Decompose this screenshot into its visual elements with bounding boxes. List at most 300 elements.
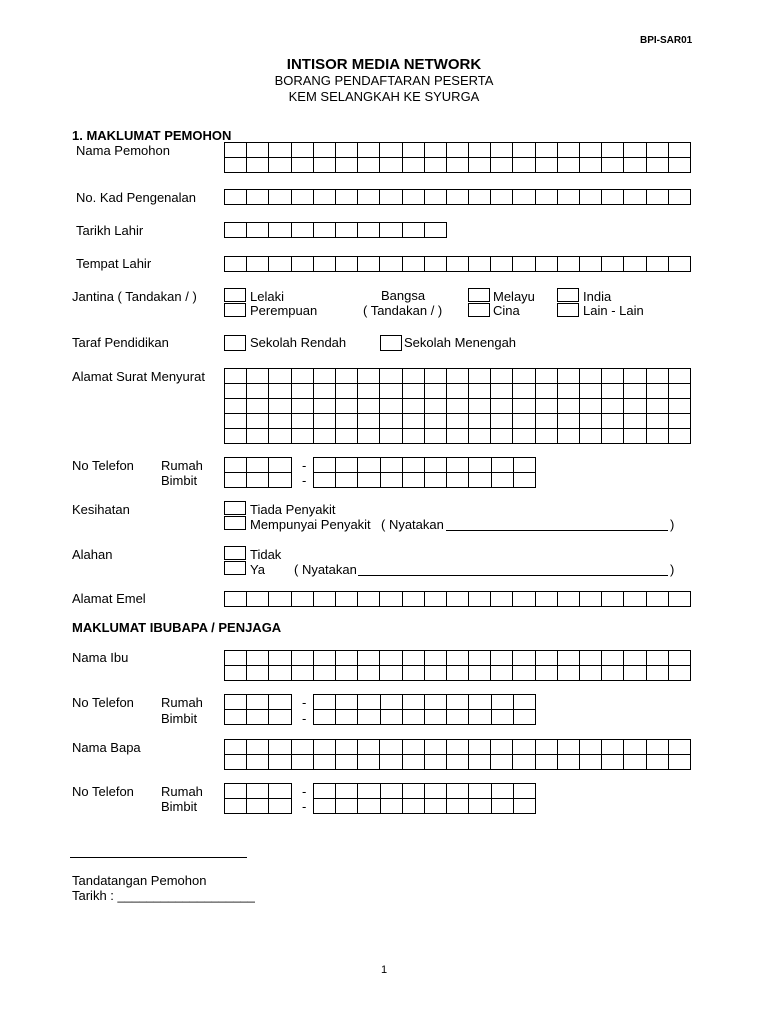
letter-box[interactable] xyxy=(602,414,624,429)
letter-box[interactable] xyxy=(269,710,291,725)
letter-box[interactable] xyxy=(513,666,535,681)
letter-box[interactable] xyxy=(447,740,469,755)
letter-box[interactable] xyxy=(403,223,425,238)
letter-box[interactable] xyxy=(647,414,669,429)
letter-box[interactable] xyxy=(491,384,513,399)
letter-box[interactable] xyxy=(669,414,691,429)
letter-box[interactable] xyxy=(292,414,314,429)
letter-box[interactable] xyxy=(647,429,669,444)
letter-box[interactable] xyxy=(580,158,602,173)
dob-boxes[interactable] xyxy=(224,222,447,238)
letter-box[interactable] xyxy=(491,651,513,666)
letter-box[interactable] xyxy=(292,429,314,444)
letter-box[interactable] xyxy=(447,143,469,158)
letter-box[interactable] xyxy=(314,710,336,725)
letter-box[interactable] xyxy=(624,158,646,173)
letter-box[interactable] xyxy=(247,429,269,444)
letter-box[interactable] xyxy=(469,158,491,173)
letter-box[interactable] xyxy=(247,399,269,414)
letter-box[interactable] xyxy=(425,755,447,770)
letter-box[interactable] xyxy=(269,384,291,399)
letter-box[interactable] xyxy=(358,369,380,384)
letter-box[interactable] xyxy=(536,740,558,755)
letter-box[interactable] xyxy=(225,784,247,799)
india-checkbox[interactable] xyxy=(557,288,579,302)
letter-box[interactable] xyxy=(513,592,535,607)
letter-box[interactable] xyxy=(536,190,558,205)
letter-box[interactable] xyxy=(447,414,469,429)
ibu-phone-number-boxes[interactable] xyxy=(313,694,536,725)
ic-number-boxes[interactable] xyxy=(224,189,691,205)
letter-box[interactable] xyxy=(469,695,491,710)
bapa-phone-prefix-boxes[interactable] xyxy=(224,783,292,814)
letter-box[interactable] xyxy=(447,695,469,710)
letter-box[interactable] xyxy=(425,473,447,488)
letter-box[interactable] xyxy=(491,740,513,755)
letter-box[interactable] xyxy=(669,666,691,681)
bapa-phone-number-boxes[interactable] xyxy=(313,783,536,814)
letter-box[interactable] xyxy=(513,384,535,399)
letter-box[interactable] xyxy=(647,158,669,173)
letter-box[interactable] xyxy=(336,710,358,725)
pob-boxes[interactable] xyxy=(224,256,691,272)
letter-box[interactable] xyxy=(469,429,491,444)
letter-box[interactable] xyxy=(447,755,469,770)
letter-box[interactable] xyxy=(381,784,403,799)
letter-box[interactable] xyxy=(292,143,314,158)
letter-box[interactable] xyxy=(580,399,602,414)
letter-box[interactable] xyxy=(669,384,691,399)
letter-box[interactable] xyxy=(380,369,402,384)
letter-box[interactable] xyxy=(269,257,291,272)
letter-box[interactable] xyxy=(314,414,336,429)
ya-checkbox[interactable] xyxy=(224,561,246,575)
letter-box[interactable] xyxy=(336,784,358,799)
letter-box[interactable] xyxy=(269,651,291,666)
letter-box[interactable] xyxy=(558,369,580,384)
letter-box[interactable] xyxy=(425,592,447,607)
letter-box[interactable] xyxy=(403,384,425,399)
letter-box[interactable] xyxy=(225,143,247,158)
ibu-phone-prefix-boxes[interactable] xyxy=(224,694,292,725)
letter-box[interactable] xyxy=(358,384,380,399)
letter-box[interactable] xyxy=(580,369,602,384)
letter-box[interactable] xyxy=(492,695,514,710)
letter-box[interactable] xyxy=(358,190,380,205)
letter-box[interactable] xyxy=(469,755,491,770)
letter-box[interactable] xyxy=(580,755,602,770)
letter-box[interactable] xyxy=(491,399,513,414)
letter-box[interactable] xyxy=(492,784,514,799)
letter-box[interactable] xyxy=(492,473,514,488)
letter-box[interactable] xyxy=(358,666,380,681)
letter-box[interactable] xyxy=(447,369,469,384)
letter-box[interactable] xyxy=(491,592,513,607)
letter-box[interactable] xyxy=(536,257,558,272)
letter-box[interactable] xyxy=(247,369,269,384)
letter-box[interactable] xyxy=(403,799,425,814)
letter-box[interactable] xyxy=(336,223,358,238)
letter-box[interactable] xyxy=(536,666,558,681)
letter-box[interactable] xyxy=(536,592,558,607)
letter-box[interactable] xyxy=(491,369,513,384)
letter-box[interactable] xyxy=(425,190,447,205)
letter-box[interactable] xyxy=(314,592,336,607)
letter-box[interactable] xyxy=(669,158,691,173)
letter-box[interactable] xyxy=(269,369,291,384)
letter-box[interactable] xyxy=(403,143,425,158)
penyakit-detail-line[interactable] xyxy=(446,530,668,531)
letter-box[interactable] xyxy=(403,651,425,666)
letter-box[interactable] xyxy=(558,755,580,770)
letter-box[interactable] xyxy=(491,755,513,770)
letter-box[interactable] xyxy=(336,473,358,488)
letter-box[interactable] xyxy=(358,592,380,607)
letter-box[interactable] xyxy=(492,458,514,473)
lelaki-checkbox[interactable] xyxy=(224,288,246,302)
letter-box[interactable] xyxy=(314,755,336,770)
letter-box[interactable] xyxy=(336,143,358,158)
letter-box[interactable] xyxy=(469,384,491,399)
letter-box[interactable] xyxy=(536,429,558,444)
letter-box[interactable] xyxy=(403,784,425,799)
letter-box[interactable] xyxy=(624,399,646,414)
letter-box[interactable] xyxy=(580,257,602,272)
letter-box[interactable] xyxy=(669,399,691,414)
letter-box[interactable] xyxy=(447,784,469,799)
letter-box[interactable] xyxy=(558,158,580,173)
letter-box[interactable] xyxy=(403,190,425,205)
letter-box[interactable] xyxy=(225,158,247,173)
letter-box[interactable] xyxy=(647,384,669,399)
letter-box[interactable] xyxy=(425,799,447,814)
letter-box[interactable] xyxy=(469,799,491,814)
letter-box[interactable] xyxy=(314,429,336,444)
letter-box[interactable] xyxy=(491,257,513,272)
letter-box[interactable] xyxy=(314,223,336,238)
letter-box[interactable] xyxy=(381,799,403,814)
letter-box[interactable] xyxy=(403,399,425,414)
letter-box[interactable] xyxy=(314,666,336,681)
letter-box[interactable] xyxy=(580,429,602,444)
letter-box[interactable] xyxy=(536,158,558,173)
letter-box[interactable] xyxy=(269,190,291,205)
letter-box[interactable] xyxy=(469,414,491,429)
letter-box[interactable] xyxy=(225,384,247,399)
letter-box[interactable] xyxy=(225,710,247,725)
nama-pemohon-boxes[interactable] xyxy=(224,142,691,173)
letter-box[interactable] xyxy=(647,257,669,272)
letter-box[interactable] xyxy=(403,414,425,429)
letter-box[interactable] xyxy=(225,399,247,414)
letter-box[interactable] xyxy=(225,473,247,488)
letter-box[interactable] xyxy=(513,399,535,414)
melayu-checkbox[interactable] xyxy=(468,288,490,302)
letter-box[interactable] xyxy=(669,369,691,384)
letter-box[interactable] xyxy=(380,755,402,770)
letter-box[interactable] xyxy=(358,399,380,414)
letter-box[interactable] xyxy=(269,592,291,607)
letter-box[interactable] xyxy=(624,755,646,770)
letter-box[interactable] xyxy=(580,651,602,666)
letter-box[interactable] xyxy=(225,592,247,607)
letter-box[interactable] xyxy=(469,257,491,272)
letter-box[interactable] xyxy=(624,143,646,158)
letter-box[interactable] xyxy=(469,473,491,488)
letter-box[interactable] xyxy=(602,257,624,272)
letter-box[interactable] xyxy=(269,473,291,488)
letter-box[interactable] xyxy=(447,158,469,173)
letter-box[interactable] xyxy=(225,223,247,238)
letter-box[interactable] xyxy=(580,143,602,158)
letter-box[interactable] xyxy=(602,651,624,666)
letter-box[interactable] xyxy=(425,458,447,473)
letter-box[interactable] xyxy=(292,399,314,414)
letter-box[interactable] xyxy=(225,740,247,755)
letter-box[interactable] xyxy=(381,695,403,710)
letter-box[interactable] xyxy=(491,414,513,429)
letter-box[interactable] xyxy=(336,799,358,814)
letter-box[interactable] xyxy=(247,257,269,272)
letter-box[interactable] xyxy=(225,755,247,770)
letter-box[interactable] xyxy=(536,651,558,666)
letter-box[interactable] xyxy=(247,384,269,399)
letter-box[interactable] xyxy=(269,399,291,414)
letter-box[interactable] xyxy=(425,784,447,799)
letter-box[interactable] xyxy=(491,158,513,173)
letter-box[interactable] xyxy=(492,799,514,814)
letter-box[interactable] xyxy=(380,143,402,158)
letter-box[interactable] xyxy=(403,755,425,770)
letter-box[interactable] xyxy=(447,666,469,681)
letter-box[interactable] xyxy=(292,257,314,272)
letter-box[interactable] xyxy=(247,190,269,205)
letter-box[interactable] xyxy=(469,458,491,473)
letter-box[interactable] xyxy=(425,369,447,384)
letter-box[interactable] xyxy=(403,369,425,384)
letter-box[interactable] xyxy=(380,257,402,272)
letter-box[interactable] xyxy=(403,257,425,272)
cina-checkbox[interactable] xyxy=(468,303,490,317)
letter-box[interactable] xyxy=(269,755,291,770)
letter-box[interactable] xyxy=(624,592,646,607)
letter-box[interactable] xyxy=(514,473,536,488)
letter-box[interactable] xyxy=(447,592,469,607)
letter-box[interactable] xyxy=(225,651,247,666)
letter-box[interactable] xyxy=(669,592,691,607)
letter-box[interactable] xyxy=(336,651,358,666)
letter-box[interactable] xyxy=(403,458,425,473)
letter-box[interactable] xyxy=(447,710,469,725)
letter-box[interactable] xyxy=(669,755,691,770)
letter-box[interactable] xyxy=(225,695,247,710)
letter-box[interactable] xyxy=(491,190,513,205)
letter-box[interactable] xyxy=(358,755,380,770)
letter-box[interactable] xyxy=(380,190,402,205)
letter-box[interactable] xyxy=(514,784,536,799)
letter-box[interactable] xyxy=(358,784,380,799)
letter-box[interactable] xyxy=(247,710,269,725)
letter-box[interactable] xyxy=(425,158,447,173)
letter-box[interactable] xyxy=(647,592,669,607)
letter-box[interactable] xyxy=(314,799,336,814)
letter-box[interactable] xyxy=(469,190,491,205)
letter-box[interactable] xyxy=(514,710,536,725)
letter-box[interactable] xyxy=(292,592,314,607)
letter-box[interactable] xyxy=(602,592,624,607)
letter-box[interactable] xyxy=(580,666,602,681)
letter-box[interactable] xyxy=(247,799,269,814)
letter-box[interactable] xyxy=(425,695,447,710)
letter-box[interactable] xyxy=(403,429,425,444)
letter-box[interactable] xyxy=(336,458,358,473)
letter-box[interactable] xyxy=(314,369,336,384)
letter-box[interactable] xyxy=(491,666,513,681)
letter-box[interactable] xyxy=(269,784,291,799)
letter-box[interactable] xyxy=(669,190,691,205)
letter-box[interactable] xyxy=(358,143,380,158)
letter-box[interactable] xyxy=(514,799,536,814)
letter-box[interactable] xyxy=(492,710,514,725)
letter-box[interactable] xyxy=(358,651,380,666)
tiada-penyakit-checkbox[interactable] xyxy=(224,501,246,515)
signature-line[interactable] xyxy=(70,857,247,858)
letter-box[interactable] xyxy=(669,143,691,158)
letter-box[interactable] xyxy=(292,223,314,238)
letter-box[interactable] xyxy=(336,695,358,710)
letter-box[interactable] xyxy=(403,592,425,607)
letter-box[interactable] xyxy=(380,429,402,444)
letter-box[interactable] xyxy=(225,369,247,384)
letter-box[interactable] xyxy=(558,257,580,272)
letter-box[interactable] xyxy=(336,369,358,384)
letter-box[interactable] xyxy=(558,651,580,666)
letter-box[interactable] xyxy=(314,143,336,158)
letter-box[interactable] xyxy=(580,384,602,399)
letter-box[interactable] xyxy=(425,257,447,272)
letter-box[interactable] xyxy=(425,414,447,429)
letter-box[interactable] xyxy=(536,143,558,158)
letter-box[interactable] xyxy=(469,399,491,414)
letter-box[interactable] xyxy=(469,784,491,799)
letter-box[interactable] xyxy=(269,666,291,681)
letter-box[interactable] xyxy=(558,143,580,158)
letter-box[interactable] xyxy=(602,158,624,173)
letter-box[interactable] xyxy=(447,651,469,666)
letter-box[interactable] xyxy=(513,740,535,755)
letter-box[interactable] xyxy=(336,429,358,444)
letter-box[interactable] xyxy=(358,710,380,725)
letter-box[interactable] xyxy=(380,651,402,666)
letter-box[interactable] xyxy=(513,190,535,205)
letter-box[interactable] xyxy=(358,158,380,173)
letter-box[interactable] xyxy=(292,651,314,666)
letter-box[interactable] xyxy=(380,592,402,607)
letter-box[interactable] xyxy=(558,399,580,414)
letter-box[interactable] xyxy=(536,755,558,770)
letter-box[interactable] xyxy=(269,414,291,429)
letter-box[interactable] xyxy=(314,473,336,488)
phone-prefix-boxes[interactable] xyxy=(224,457,292,488)
letter-box[interactable] xyxy=(469,740,491,755)
letter-box[interactable] xyxy=(558,429,580,444)
letter-box[interactable] xyxy=(292,740,314,755)
letter-box[interactable] xyxy=(314,190,336,205)
letter-box[interactable] xyxy=(336,190,358,205)
letter-box[interactable] xyxy=(358,473,380,488)
tidak-checkbox[interactable] xyxy=(224,546,246,560)
letter-box[interactable] xyxy=(669,740,691,755)
letter-box[interactable] xyxy=(380,384,402,399)
letter-box[interactable] xyxy=(647,755,669,770)
alamat-boxes[interactable] xyxy=(224,368,691,444)
letter-box[interactable] xyxy=(425,384,447,399)
letter-box[interactable] xyxy=(425,651,447,666)
letter-box[interactable] xyxy=(513,158,535,173)
letter-box[interactable] xyxy=(225,190,247,205)
nama-bapa-boxes[interactable] xyxy=(224,739,691,770)
letter-box[interactable] xyxy=(624,384,646,399)
letter-box[interactable] xyxy=(247,784,269,799)
phone-number-boxes[interactable] xyxy=(313,457,536,488)
letter-box[interactable] xyxy=(314,399,336,414)
letter-box[interactable] xyxy=(225,429,247,444)
letter-box[interactable] xyxy=(381,473,403,488)
letter-box[interactable] xyxy=(314,740,336,755)
letter-box[interactable] xyxy=(624,190,646,205)
letter-box[interactable] xyxy=(403,158,425,173)
letter-box[interactable] xyxy=(247,592,269,607)
letter-box[interactable] xyxy=(314,651,336,666)
letter-box[interactable] xyxy=(336,740,358,755)
letter-box[interactable] xyxy=(269,158,291,173)
letter-box[interactable] xyxy=(602,740,624,755)
sekolah-menengah-checkbox[interactable] xyxy=(380,335,402,351)
letter-box[interactable] xyxy=(336,592,358,607)
letter-box[interactable] xyxy=(558,414,580,429)
letter-box[interactable] xyxy=(247,223,269,238)
letter-box[interactable] xyxy=(647,190,669,205)
letter-box[interactable] xyxy=(425,429,447,444)
letter-box[interactable] xyxy=(336,414,358,429)
letter-box[interactable] xyxy=(269,799,291,814)
letter-box[interactable] xyxy=(247,755,269,770)
letter-box[interactable] xyxy=(647,369,669,384)
letter-box[interactable] xyxy=(358,799,380,814)
letter-box[interactable] xyxy=(425,223,447,238)
letter-box[interactable] xyxy=(403,666,425,681)
letter-box[interactable] xyxy=(380,414,402,429)
letter-box[interactable] xyxy=(336,666,358,681)
sekolah-rendah-checkbox[interactable] xyxy=(224,335,246,351)
letter-box[interactable] xyxy=(558,384,580,399)
letter-box[interactable] xyxy=(513,369,535,384)
letter-box[interactable] xyxy=(602,755,624,770)
letter-box[interactable] xyxy=(269,695,291,710)
letter-box[interactable] xyxy=(292,384,314,399)
letter-box[interactable] xyxy=(624,666,646,681)
letter-box[interactable] xyxy=(247,414,269,429)
letter-box[interactable] xyxy=(513,755,535,770)
letter-box[interactable] xyxy=(336,755,358,770)
letter-box[interactable] xyxy=(292,158,314,173)
letter-box[interactable] xyxy=(225,799,247,814)
letter-box[interactable] xyxy=(247,473,269,488)
letter-box[interactable] xyxy=(536,369,558,384)
letter-box[interactable] xyxy=(269,740,291,755)
letter-box[interactable] xyxy=(580,414,602,429)
letter-box[interactable] xyxy=(624,740,646,755)
